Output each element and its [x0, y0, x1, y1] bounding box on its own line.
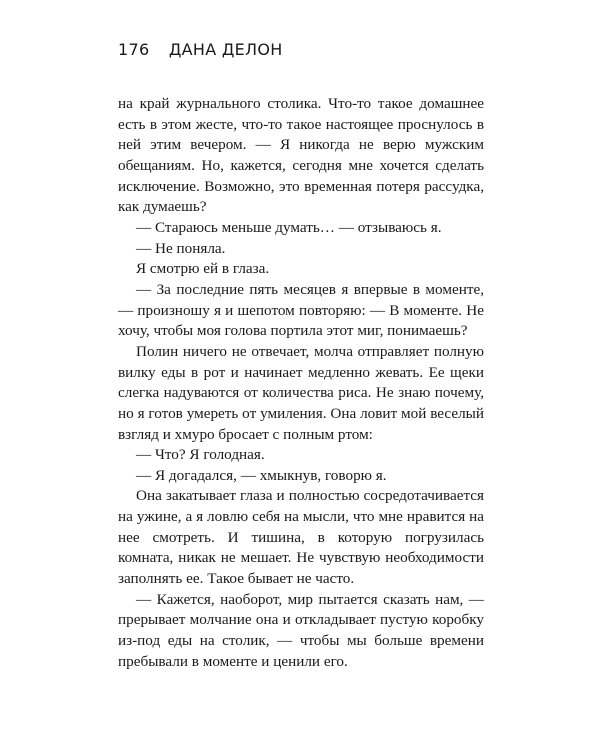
author-name: ДАНА ДЕЛОН [168, 40, 283, 59]
paragraph: на край журнального столика. Что-то такое домашнее есть в этом жесте, что-то такое настоящее проснулось в ней этим вечером. — Я никогда не верю мужским обещаниям. Но, кажется, сегодня мне хочется сделать исключение. Возможно, это временная потеря рассудка, как думаешь? [118, 95, 484, 216]
paragraph: Я смотрю ей в глаза. [136, 260, 270, 278]
paragraph: — Что? Я голодная. [136, 446, 265, 464]
paragraph: — Стараюсь меньше думать… — отзываюсь я. [136, 218, 442, 236]
paragraph: — За последние пять месяцев я впервые в моменте, — произношу я и шепотом повторяю: — В моменте. Не хочу, чтобы моя голова портила этот миг, понимаешь? [118, 280, 484, 340]
running-header [118, 40, 283, 59]
paragraph: Она закатывает глаза и полностью сосредотачивается на ужине, а я ловлю себя на мысли, что мне нравится на нее смотреть. И тишина, в которую погрузилась комната, никак не мешает. Не чувствую необходимости заполнять ее. Такое бывает не часто. [118, 487, 484, 588]
paragraph: — Кажется, наоборот, мир пытается сказать нам, — прерывает молчание она и откладывает пустую коробку из-под еды на столик, — чтобы мы больше времени пребывали в моменте и ценили его. [118, 590, 484, 670]
paragraph: — Я догадался, — хмыкнув, говорю я. [136, 466, 387, 484]
body-text [118, 94, 484, 672]
paragraph: Полин ничего не отвечает, молча отправляет полную вилку еды в рот и начинает медленно жевать. Ее щеки слегка надуваются от количества риса. Не знаю почему, но я готов умереть от умиления. Она ловит мой веселый взгляд и хмуро бросает с полным ртом: [118, 342, 484, 443]
page-number: 176 [118, 40, 150, 59]
paragraph: — Не поняла. [136, 239, 226, 257]
